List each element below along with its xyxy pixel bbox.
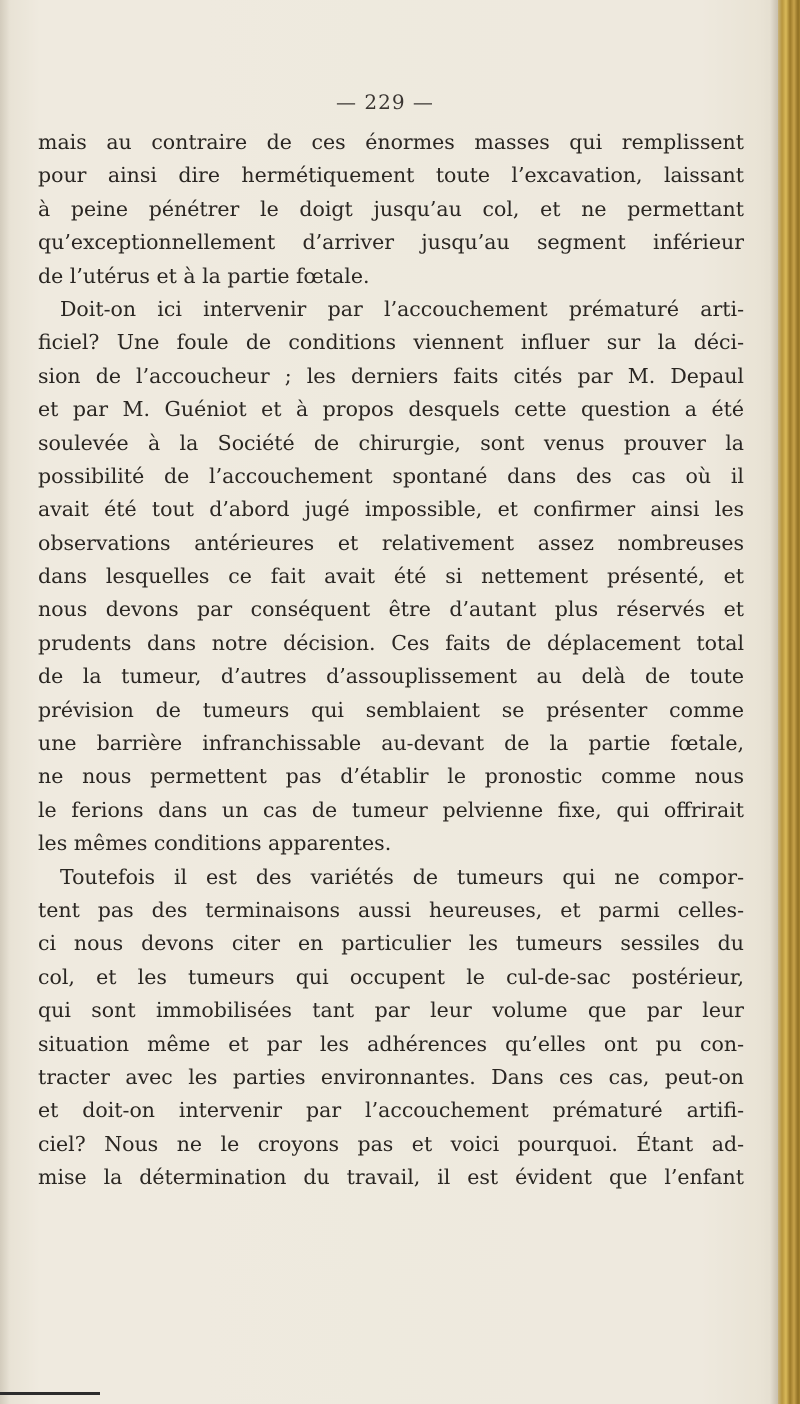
text-line: col, et les tumeurs qui occupent le cul-de-sac postérieur, [38,964,744,989]
text-line: prudents dans notre décision. Ces faits de déplacement total [38,630,744,655]
text-line: possibilité de l’accouchement spontané dans des cas où il [38,463,744,488]
text-line: de la tumeur, d’autres d’assouplissement au delà de toute [38,664,744,689]
paragraph-start-line: Toutefois il est des variétés de tumeurs qui ne compor- [60,864,744,889]
page-number: — 229 — [336,90,434,114]
text-line: et par M. Guéniot et à propos desquels cette question a été [38,397,744,422]
text-line: tent pas des terminaisons aussi heureuses, et parmi celles- [38,897,744,922]
text-line: le ferions dans un cas de tumeur pelvienne fixe, qui offrirait [38,797,744,822]
text-line: soulevée à la Société de chirurgie, sont venus prouver la [38,430,744,455]
text-line: prévision de tumeurs qui semblaient se présenter comme [38,697,744,722]
text-line: qui sont immobilisées tant par leur volume que par leur [38,998,744,1023]
text-line: ciel? Nous ne le croyons pas et voici pourquoi. Étant ad- [38,1131,744,1156]
bottom-rule-mark [0,1392,100,1395]
text-line: qu’exceptionnellement d’arriver jusqu’au segment inférieur [38,230,744,255]
page-edge-shadow [770,0,778,1404]
text-line: et doit-on intervenir par l’accouchement prématuré artifi- [38,1098,744,1123]
book-page-edge [778,0,800,1404]
body-text [38,126,744,1195]
text-line: mise la détermination du travail, il est évident que l’enfant [38,1165,744,1190]
text-line: observations antérieures et relativement assez nombreuses [38,530,744,555]
text-line: de l’utérus et à la partie fœtale. [38,263,370,288]
text-line: pour ainsi dire hermétiquement toute l’excavation, laissant [38,163,744,188]
text-line: ficiel? Une foule de conditions viennent influer sur la déci- [38,330,744,355]
text-line: sion de l’accoucheur ; les derniers faits cités par M. Depaul [38,363,744,388]
paragraph-start-line: Doit-on ici intervenir par l’accouchement prématuré arti- [60,296,744,321]
text-line: avait été tout d’abord jugé impossible, et confirmer ainsi les [38,497,744,522]
text-line: situation même et par les adhérences qu’elles ont pu con- [38,1031,744,1056]
page-gutter-shadow [0,0,10,1404]
text-line: les mêmes conditions apparentes. [38,831,392,856]
text-line: ne nous permettent pas d’établir le pronostic comme nous [38,764,744,789]
text-line: tracter avec les parties environnantes. Dans ces cas, peut-on [38,1064,744,1089]
text-line: à peine pénétrer le doigt jusqu’au col, et ne permettant [38,196,744,221]
text-line: dans lesquelles ce fait avait été si nettement présenté, et [38,564,744,589]
text-line: une barrière infranchissable au-devant de la partie fœtale, [38,731,744,756]
text-line: ci nous devons citer en particulier les tumeurs sessiles du [38,931,744,956]
text-line: mais au contraire de ces énormes masses qui remplissent [38,130,744,154]
text-line: nous devons par conséquent être d’autant plus réservés et [38,597,744,622]
